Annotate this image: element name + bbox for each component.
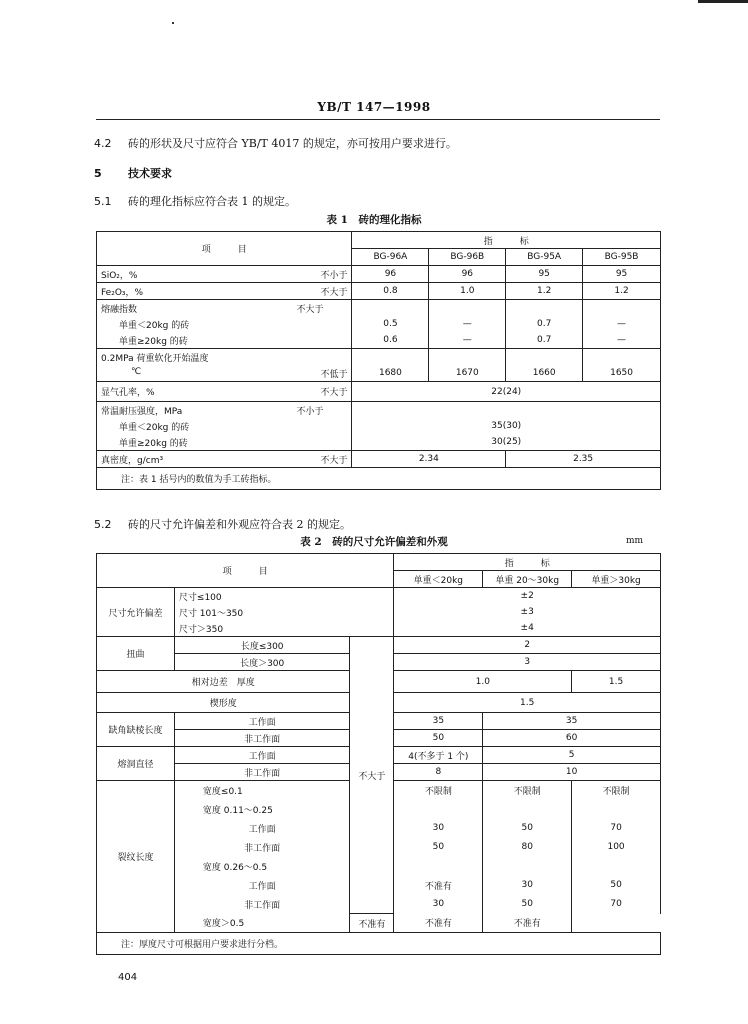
t1-head-item: 项 目 xyxy=(97,232,352,266)
t2-dev-row: 尺寸允许偏差 尺寸≤100 ±2 xyxy=(97,588,661,605)
t1-row-soft: 0.2MPa 荷重软化开始温度 xyxy=(97,349,661,366)
table1 xyxy=(96,231,661,490)
t2-head-index: 指 标 xyxy=(394,554,661,571)
t2-warp-row: 长度＞300 3 xyxy=(97,654,661,671)
t1-row-soft-val: ℃ 不低于 1680 1670 1660 1650 xyxy=(97,365,661,382)
t2-hole-row: 非工作面 8 10 xyxy=(97,764,661,781)
t2-crack-row: 宽度 0.11～0.25 xyxy=(97,800,661,819)
t2-crack-row: 宽度＞0.5 不准有 不准有 不准有 xyxy=(97,914,661,933)
section-5-heading: 5 技术要求 xyxy=(94,167,172,180)
table2 xyxy=(96,553,661,955)
t2-warp-row: 扭曲 长度≤300 不大于 2 xyxy=(97,637,661,654)
table2-unit: mm xyxy=(626,536,644,546)
t2-col: 单重＞30kg xyxy=(572,571,661,588)
table2-caption: 表 2 砖的尺寸允许偏差和外观 xyxy=(300,536,448,548)
t2-corner-row: 非工作面 50 60 xyxy=(97,730,661,747)
clause-4-2: 4.2 砖的形状及尺寸应符合 YB/T 4017 的规定，亦可按用户要求进行。 xyxy=(94,137,457,150)
table1-caption: 表 1 砖的理化指标 xyxy=(326,214,422,226)
t2-col: 单重＜20kg xyxy=(394,571,483,588)
t2-corner-row: 缺角缺棱长度 工作面 35 35 xyxy=(97,713,661,730)
t2-crack-row: 裂纹长度 宽度≤0.1 不限制 不限制 不限制 xyxy=(97,781,661,800)
t1-grade: BG-95B xyxy=(583,249,661,266)
t2-limit-word: 不大于 xyxy=(350,637,394,914)
clause-5-2: 5.2 砖的尺寸允许偏差和外观应符合表 2 的规定。 xyxy=(94,518,351,531)
scan-speck xyxy=(172,22,174,24)
header-rule xyxy=(96,119,660,120)
clause-5-1: 5.1 砖的理化指标应符合表 1 的规定。 xyxy=(94,195,296,208)
t1-row-porosity: 显气孔率，% 不大于 22(24) xyxy=(97,382,661,402)
t1-row-density: 真密度，g/cm³ 不大于 2.34 2.35 xyxy=(97,451,661,468)
t2-hole-row: 熔洞直径 工作面 4(不多于 1 个) 5 xyxy=(97,747,661,764)
t2-crack-row: 宽度 0.26～0.5 xyxy=(97,857,661,876)
t2-note-row: 注：厚度尺寸可根据用户要求进行分档。 xyxy=(97,933,661,955)
running-header: YB/T 147—1998 xyxy=(317,100,431,114)
t1-row-crush: 常温耐压强度，MPa 不小于 xyxy=(97,402,661,419)
t2-crack-row: 工作面 不准有 30 50 xyxy=(97,876,661,895)
scan-edge-mark xyxy=(698,0,748,3)
t1-note-row: 注：表 1 括号内的数值为手工砖指标。 xyxy=(97,468,661,490)
t1-grade: BG-95A xyxy=(506,249,583,266)
t2-dev-row: 尺寸 101～350 ±3 xyxy=(97,604,661,620)
t2-crack-row: 非工作面 30 50 70 xyxy=(97,895,661,914)
t2-crack-row: 工作面 30 50 70 xyxy=(97,819,661,838)
t2-head-item: 项 目 xyxy=(97,554,394,588)
t2-crack-row: 非工作面 50 80 100 xyxy=(97,838,661,857)
t1-row-sio2: SiO₂，% 不小于 96 96 95 95 xyxy=(97,266,661,283)
page-number: 404 xyxy=(118,972,138,983)
t1-grade: BG-96A xyxy=(352,249,429,266)
t1-row-melt: 熔融指数 不大于 xyxy=(97,300,661,317)
t2-dev-row: 尺寸＞350 ±4 xyxy=(97,620,661,637)
t2-col: 单重 20～30kg xyxy=(483,571,572,588)
t1-row-melt-b: 单重≥20kg 的砖 0.6 — 0.7 — xyxy=(97,332,661,349)
t1-row-melt-a: 单重＜20kg 的砖 0.5 — 0.7 — xyxy=(97,316,661,332)
t2-wedge-row: 楔形度 1.5 xyxy=(97,693,661,713)
t1-head-index: 指 标 xyxy=(352,232,661,249)
t1-grade: BG-96B xyxy=(429,249,506,266)
t1-row-fe2o3: Fe₂O₃，% 不大于 0.8 1.0 1.2 1.2 xyxy=(97,283,661,300)
t1-row-crush-b: 单重≥20kg 的砖 30(25) xyxy=(97,434,661,451)
t2-thick-row: 相对边差 厚度 1.0 1.5 xyxy=(97,671,661,693)
t1-row-crush-a: 单重＜20kg 的砖 35(30) xyxy=(97,418,661,434)
